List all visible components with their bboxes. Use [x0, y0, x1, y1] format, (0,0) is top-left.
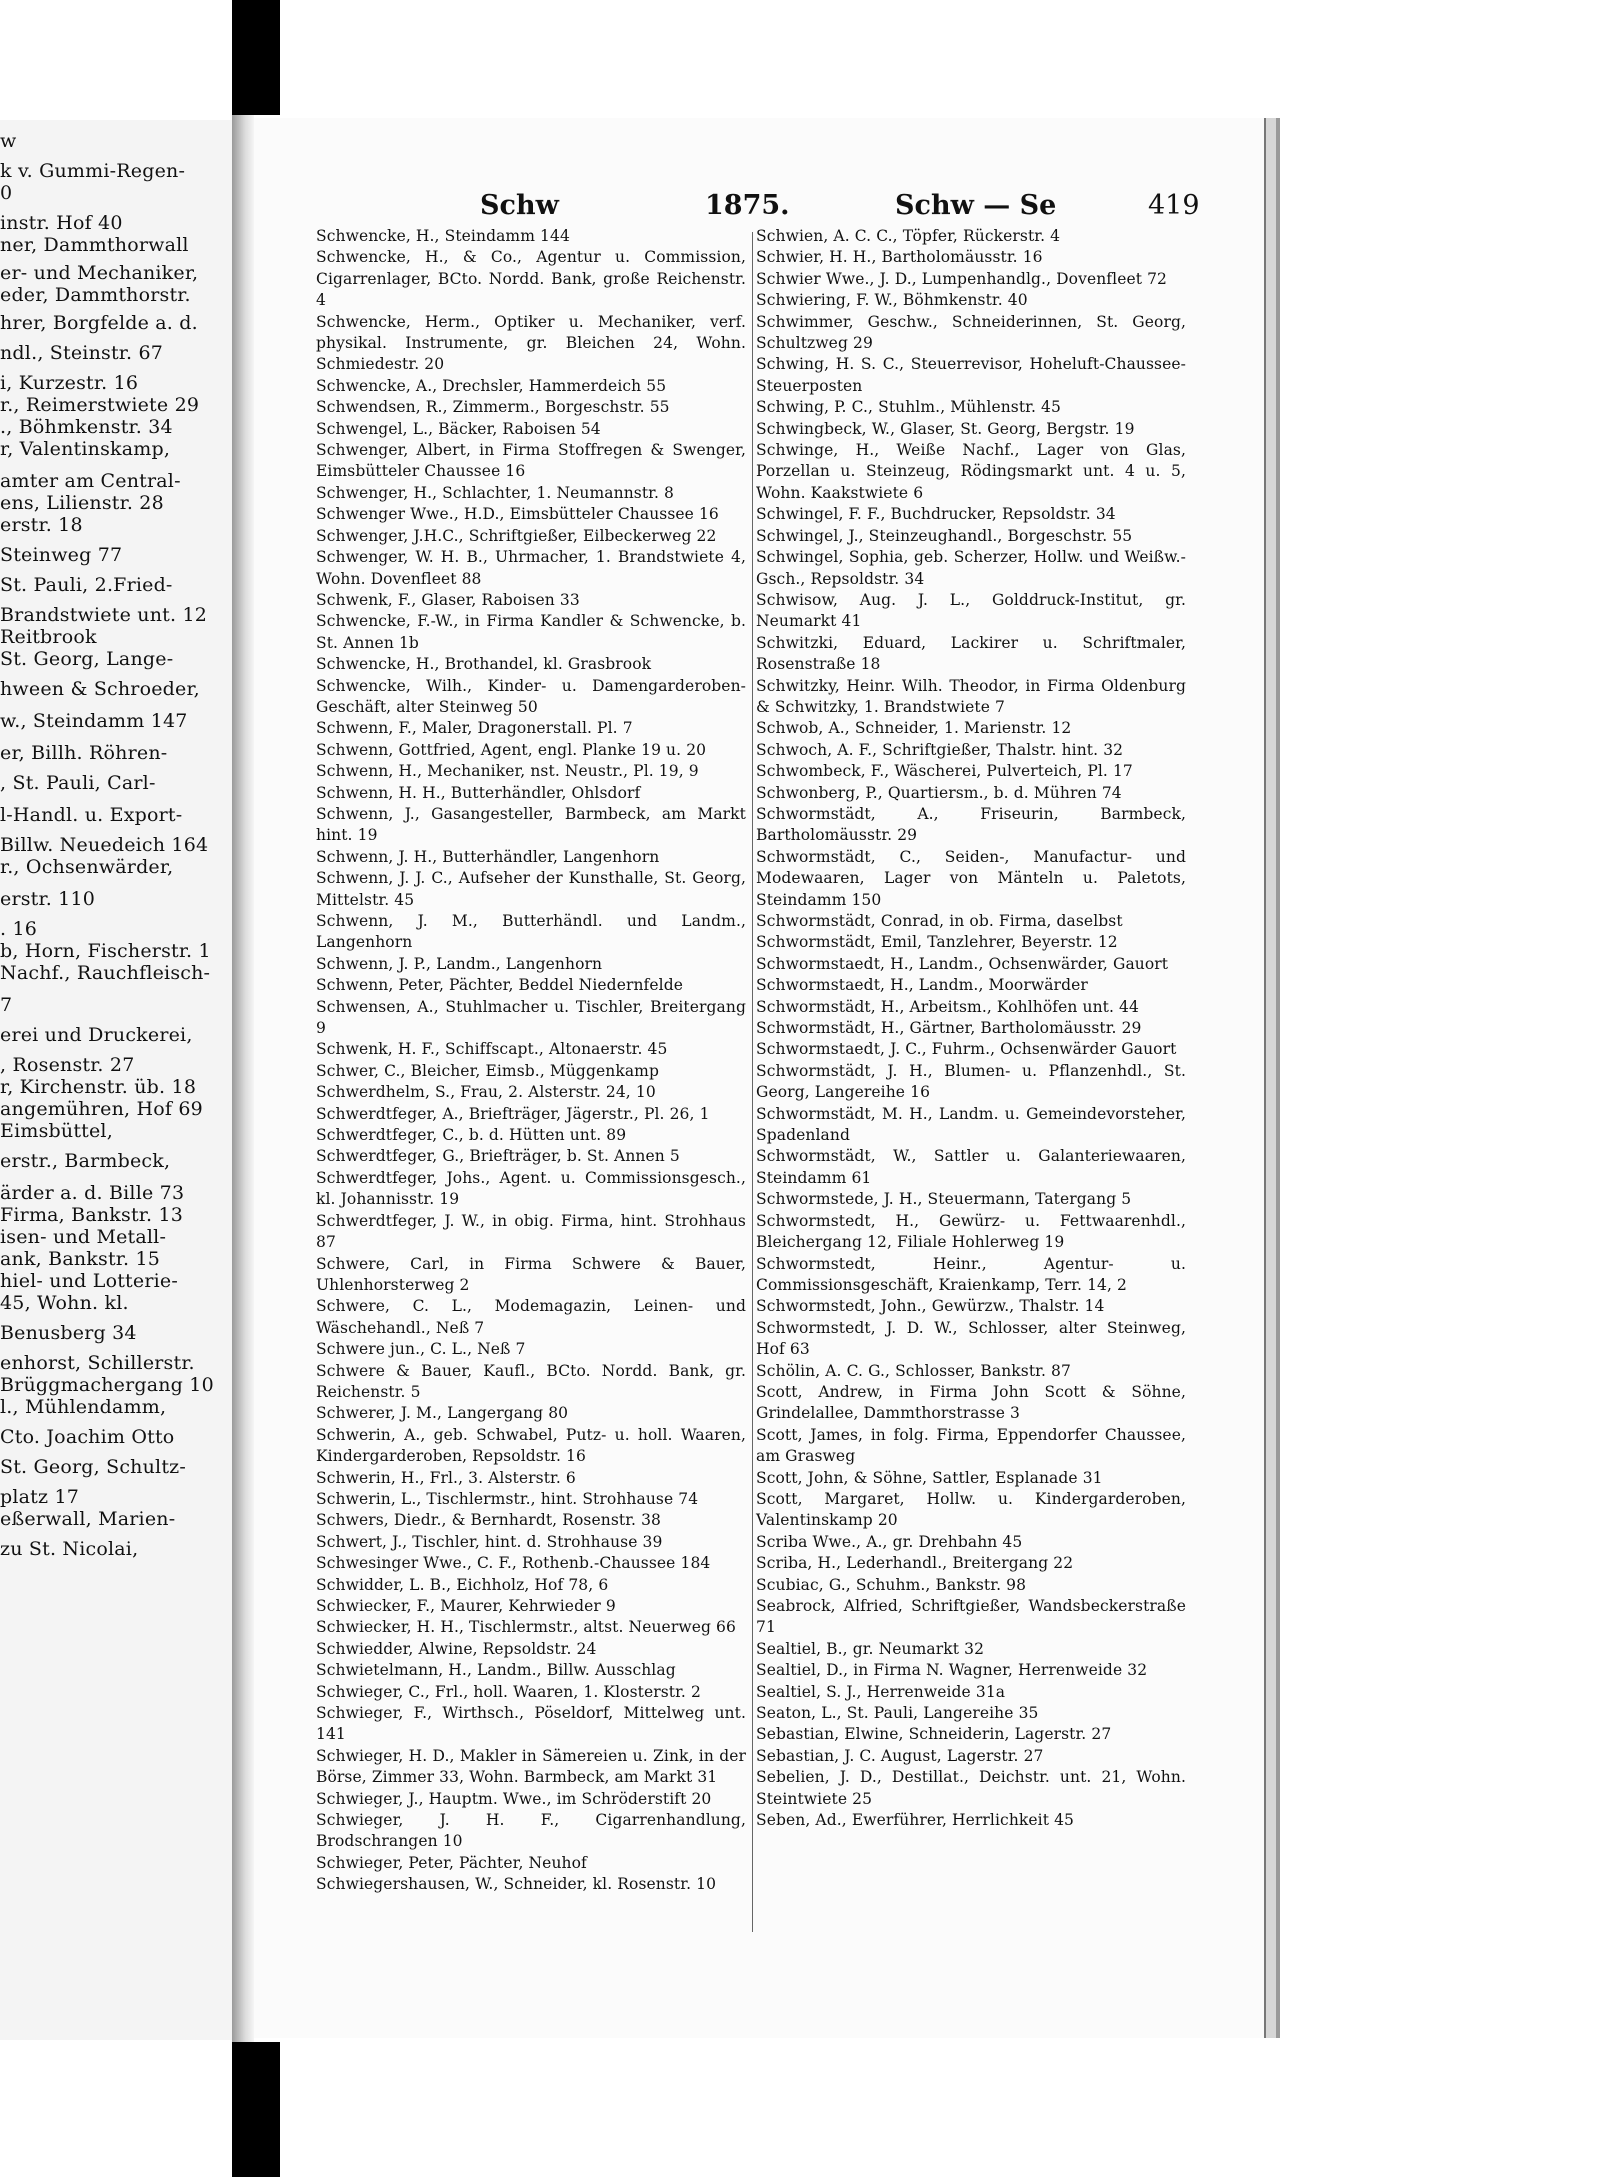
directory-entry: Schwingel, J., Steinzeughandl., Borgeschstr. 55 — [756, 526, 1133, 545]
left-page-line: Steinweg 77 — [0, 544, 123, 566]
directory-entry: Schwiering, F. W., Böhmkenstr. 40 — [756, 291, 1028, 310]
left-page-line: erstr., Barmbeck, — [0, 1150, 171, 1172]
left-page-line: r, Kirchenstr. üb. 18 — [0, 1076, 197, 1098]
left-page-fragment — [0, 120, 232, 2040]
left-page-line: hrer, Borgfelde a. d. — [0, 312, 198, 334]
directory-entry: Schwere, C. L., Modemagazin, Leinen- und Wäschehandl., Neß 7 — [316, 1297, 746, 1337]
directory-entry: Schwiecker, H. H., Tischlermstr., altst. Neuerweg 66 — [316, 1618, 736, 1637]
directory-entry: Seaton, L., St. Pauli, Langereihe 35 — [756, 1704, 1039, 1723]
directory-entry: Schwing, H. S. C., Steuerrevisor, Hoheluft-Chaussee-Steuerposten — [756, 355, 1186, 395]
left-page-line: Firma, Bankstr. 13 — [0, 1204, 184, 1226]
directory-entry: Schwerin, A., geb. Schwabel, Putz- u. holl. Waaren, Kindergarderoben, Repsoldstr. 16 — [316, 1425, 746, 1466]
directory-entry: Schwormstädt, J. H., Blumen- u. Pflanzenhdl., St. Georg, Langereihe 16 — [756, 1061, 1186, 1102]
directory-entry: Schwert, J., Tischler, hint. d. Strohhause 39 — [316, 1532, 663, 1551]
left-page-line: hiel- und Lotterie- — [0, 1270, 178, 1292]
directory-entry: Schwerin, L., Tischlermstr., hint. Strohhause 74 — [316, 1489, 699, 1508]
directory-entry: Schwimmer, Geschw., Schneiderinnen, St. Georg, Schultzweg 29 — [756, 312, 1186, 353]
directory-entry: Schwenn, J. J. C., Aufseher der Kunsthalle, St. Georg, Mittelstr. 45 — [316, 869, 746, 909]
directory-entry: Schwencke, A., Drechsler, Hammerdeich 55 — [316, 376, 667, 395]
directory-column-2 — [756, 226, 1186, 1831]
directory-entry: Schwerdtfeger, J. W., in obig. Firma, hint. Strohhaus 87 — [316, 1211, 746, 1252]
directory-entry: Schwencke, Wilh., Kinder- u. Damengarderoben-Geschäft, alter Steinweg 50 — [316, 676, 746, 716]
directory-entry: Schwormstedt, John., Gewürzw., Thalstr. 14 — [756, 1297, 1105, 1316]
left-page-line: 45, Wohn. kl. — [0, 1292, 129, 1314]
directory-entry: Schwencke, Herm., Optiker u. Mechaniker, verf. physikal. Instrumente, gr. Bleichen 24, Wohn. Schmiedestr. 20 — [316, 312, 746, 374]
left-page-line: Billw. Neuedeich 164 — [0, 834, 209, 856]
directory-entry: Schwenn, J. P., Landm., Langenhorn — [316, 954, 603, 973]
left-page-line: er- und Mechaniker, — [0, 262, 199, 284]
scan-black-bar-bottom — [232, 2042, 280, 2177]
running-head-right: Schw — Se — [895, 190, 1057, 221]
left-page-line: eßerwall, Marien- — [0, 1508, 176, 1530]
directory-entry: Schwerin, H., Frl., 3. Alsterstr. 6 — [316, 1468, 576, 1487]
left-page-line: St. Pauli, 2.Fried- — [0, 574, 173, 596]
directory-entry: Schwencke, H., & Co., Agentur u. Commission, Cigarrenlager, BCto. Nordd. Bank, große Reichenstr. 4 — [316, 248, 746, 310]
directory-entry: Schwormstaedt, J. C., Fuhrm., Ochsenwärder Gauort — [756, 1040, 1177, 1059]
left-page-line: instr. Hof 40 — [0, 212, 123, 234]
left-page-line: w., Steindamm 147 — [0, 710, 188, 732]
left-page-line: w — [0, 130, 17, 152]
directory-entry: Schwieger, Peter, Pächter, Neuhof — [316, 1853, 587, 1872]
directory-entry: Schwormstädt, Conrad, in ob. Firma, daselbst — [756, 912, 1123, 930]
left-page-line: ärder a. d. Bille 73 — [0, 1182, 185, 1204]
directory-entry: Schwombeck, F., Wäscherei, Pulverteich, Pl. 17 — [756, 762, 1133, 781]
directory-entry: Schwere & Bauer, Kaufl., BCto. Nordd. Bank, gr. Reichenstr. 5 — [316, 1361, 746, 1401]
directory-entry: Sebastian, Elwine, Schneiderin, Lagerstr. 27 — [756, 1725, 1112, 1744]
left-page-line: r., Ochsenwärder, — [0, 856, 174, 878]
directory-entry: Schwormstädt, Emil, Tanzlehrer, Beyerstr. 12 — [756, 933, 1118, 952]
left-page-line: l-Handl. u. Export- — [0, 804, 183, 826]
directory-entry: Schwormstädt, M. H., Landm. u. Gemeindevorsteher, Spadenland — [756, 1104, 1186, 1145]
left-page-line: Eimsbüttel, — [0, 1120, 113, 1142]
directory-entry: Schwingbeck, W., Glaser, St. Georg, Bergstr. 19 — [756, 419, 1135, 438]
directory-entry: Schwieger, C., Frl., holl. Waaren, 1. Klosterstr. 2 — [316, 1682, 701, 1701]
left-page-line: isen- und Metall- — [0, 1226, 167, 1248]
left-page-line: Benusberg 34 — [0, 1322, 137, 1344]
directory-entry: Schwenn, H., Mechaniker, nst. Neustr., Pl. 19, 9 — [316, 762, 699, 781]
directory-entry: Schwerdtfeger, C., b. d. Hütten unt. 89 — [316, 1126, 627, 1145]
directory-entry: Schwendsen, R., Zimmerm., Borgeschstr. 55 — [316, 398, 670, 417]
directory-entry: Schwieger, J. H. F., Cigarrenhandlung, Brodschrangen 10 — [316, 1811, 746, 1851]
left-page-line: b, Horn, Fischerstr. 1 — [0, 940, 211, 962]
directory-entry: Schwormstädt, W., Sattler u. Galanteriewaaren, Steindamm 61 — [756, 1147, 1186, 1187]
directory-entry: Schwenn, F., Maler, Dragonerstall. Pl. 7 — [316, 719, 633, 738]
directory-entry: Schwere jun., C. L., Neß 7 — [316, 1340, 526, 1359]
directory-entry: Schwing, P. C., Stuhlm., Mühlenstr. 45 — [756, 398, 1061, 417]
directory-entry: Schwencke, H., Steindamm 144 — [316, 227, 570, 245]
directory-entry: Schwormstedt, Heinr., Agentur- u. Commissionsgeschäft, Kraienkamp, Terr. 14, 2 — [756, 1254, 1186, 1294]
directory-entry: Schwormstädt, H., Arbeitsm., Kohlhöfen unt. 44 — [756, 997, 1139, 1016]
directory-entry: Schwingel, Sophia, geb. Scherzer, Hollw. und Weißw.-Gsch., Repsoldstr. 34 — [756, 548, 1186, 588]
directory-entry: Schwier, H. H., Bartholomäusstr. 16 — [756, 248, 1043, 267]
directory-entry: Schwitzki, Eduard, Lackirer u. Schriftmaler, Rosenstraße 18 — [756, 633, 1186, 674]
directory-entry: Scott, John, & Söhne, Sattler, Esplanade 31 — [756, 1468, 1103, 1487]
directory-entry: Schwerdhelm, S., Frau, 2. Alsterstr. 24, 10 — [316, 1083, 656, 1102]
directory-entry: Seben, Ad., Ewerführer, Herrlichkeit 45 — [756, 1811, 1075, 1830]
left-page-line: k v. Gummi-Regen- — [0, 160, 186, 182]
directory-entry: Schwormstädt, A., Friseurin, Barmbeck, Bartholomäusstr. 29 — [756, 804, 1186, 845]
directory-entry: Schwenn, J. H., Butterhändler, Langenhorn — [316, 847, 660, 866]
directory-entry: Schwier Wwe., J. D., Lumpenhandlg., Dovenfleet 72 — [756, 269, 1168, 288]
directory-entry: Schwere, Carl, in Firma Schwere & Bauer, Uhlenhorsterweg 2 — [316, 1254, 746, 1294]
directory-entry: Schwiedder, Alwine, Repsoldstr. 24 — [316, 1639, 597, 1658]
directory-entry: Scott, James, in folg. Firma, Eppendorfer Chaussee, am Grasweg — [756, 1425, 1186, 1466]
directory-entry: Sebastian, J. C. August, Lagerstr. 27 — [756, 1746, 1044, 1765]
left-page-line: ndl., Steinstr. 67 — [0, 342, 164, 364]
left-page-line: , Rosenstr. 27 — [0, 1054, 135, 1076]
directory-entry: Schwormstedt, J. D. W., Schlosser, alter Steinweg, Hof 63 — [756, 1318, 1186, 1359]
directory-entry: Schölin, A. C. G., Schlosser, Bankstr. 87 — [756, 1361, 1071, 1380]
column-divider — [752, 232, 753, 1932]
left-page-line: 7 — [0, 994, 13, 1016]
directory-entry: Schwencke, F.-W., in Firma Kandler & Schwencke, b. St. Annen 1b — [316, 612, 746, 652]
directory-entry: Schwerdtfeger, G., Briefträger, b. St. Annen 5 — [316, 1147, 680, 1166]
left-page-line: ank, Bankstr. 15 — [0, 1248, 161, 1270]
left-page-line: . 16 — [0, 918, 38, 940]
directory-entry: Schwenk, H. F., Schiffscapt., Altonaerstr. 45 — [316, 1040, 668, 1059]
directory-entry: Scott, Andrew, in Firma John Scott & Söhne, Grindelallee, Dammthorstrasse 3 — [756, 1382, 1186, 1423]
left-page-line: erstr. 110 — [0, 888, 96, 910]
left-page-line: erei und Druckerei, — [0, 1024, 193, 1046]
directory-entry: Schwien, A. C. C., Töpfer, Rückerstr. 4 — [756, 227, 1061, 245]
directory-entry: Schwensen, A., Stuhlmacher u. Tischler, Breitergang 9 — [316, 997, 746, 1038]
directory-entry: Schwormstädt, H., Gärtner, Bartholomäusstr. 29 — [756, 1019, 1142, 1038]
directory-entry: Schwenn, H. H., Butterhändler, Ohlsdorf — [316, 783, 641, 802]
directory-entry: Schwenger, W. H. B., Uhrmacher, 1. Brandstwiete 4, Wohn. Dovenfleet 88 — [316, 548, 746, 588]
directory-entry: Sealtiel, D., in Firma N. Wagner, Herrenweide 32 — [756, 1661, 1148, 1680]
directory-entry: Schwieger, F., Wirthsch., Pöseldorf, Mittelweg unt. 141 — [316, 1704, 746, 1744]
running-head-year: 1875. — [705, 190, 790, 221]
left-page-line: St. Georg, Lange- — [0, 648, 174, 670]
left-page-line: erstr. 18 — [0, 514, 83, 536]
directory-entry: Schwenn, J. M., Butterhändl. und Landm., Langenhorn — [316, 912, 746, 952]
directory-entry: Schwidder, L. B., Eichholz, Hof 78, 6 — [316, 1575, 609, 1594]
directory-entry: Schwenger, J.H.C., Schriftgießer, Eilbeckerweg 22 — [316, 526, 717, 545]
directory-entry: Schwesinger Wwe., C. F., Rothenb.-Chaussee 184 — [316, 1554, 711, 1573]
directory-entry: Schwenk, F., Glaser, Raboisen 33 — [316, 590, 580, 609]
left-page-line: Brüggmachergang 10 — [0, 1374, 214, 1396]
directory-entry: Sealtiel, S. J., Herrenweide 31a — [756, 1682, 1006, 1701]
directory-entry: Schwitzky, Heinr. Wilh. Theodor, in Firma Oldenburg & Schwitzky, 1. Brandstwiete 7 — [756, 676, 1186, 716]
left-page-line: angemühren, Hof 69 — [0, 1098, 203, 1120]
directory-entry: Schwenger, Albert, in Firma Stoffregen & Swenger, Eimsbütteler Chaussee 16 — [316, 441, 746, 481]
directory-entry: Seabrock, Alfried, Schriftgießer, Wandsbeckerstraße 71 — [756, 1597, 1186, 1637]
left-page-line: Reitbrook — [0, 626, 97, 648]
directory-entry: Schwob, A., Schneider, 1. Marienstr. 12 — [756, 719, 1072, 738]
directory-entry: Schwencke, H., Brothandel, kl. Grasbrook — [316, 655, 652, 674]
directory-entry: Schwieger, J., Hauptm. Wwe., im Schröderstift 20 — [316, 1789, 712, 1808]
directory-entry: Schwenn, J., Gasangesteller, Barmbeck, am Markt hint. 19 — [316, 804, 746, 845]
directory-entry: Schwonberg, P., Quartiersm., b. d. Mühren 74 — [756, 783, 1122, 802]
left-page-line: amter am Central- — [0, 470, 181, 492]
left-page-line: i, Kurzestr. 16 — [0, 372, 139, 394]
directory-entry: Schwoch, A. F., Schriftgießer, Thalstr. hint. 32 — [756, 740, 1124, 759]
directory-entry: Sebelien, J. D., Destillat., Deichstr. unt. 21, Wohn. Steintwiete 25 — [756, 1768, 1186, 1808]
directory-entry: Schwinge, H., Weiße Nachf., Lager von Glas, Porzellan u. Steinzeug, Rödingsmarkt unt. 4 u. 5, Wohn. Kaakstwiete 6 — [756, 441, 1186, 502]
directory-entry: Schwisow, Aug. J. L., Golddruck-Institut, gr. Neumarkt 41 — [756, 590, 1186, 631]
running-head-left: Schw — [480, 190, 559, 221]
left-page-line: er, Billh. Röhren- — [0, 742, 168, 764]
left-page-line: Brandstwiete unt. 12 — [0, 604, 208, 626]
directory-entry: Schwenger, H., Schlachter, 1. Neumannstr. 8 — [316, 483, 675, 502]
left-page-line: ., Böhmkenstr. 34 — [0, 416, 173, 438]
directory-entry: Schwerdtfeger, A., Briefträger, Jägerstr., Pl. 26, 1 — [316, 1104, 710, 1123]
left-page-line: zu St. Nicolai, — [0, 1538, 139, 1560]
left-page-line: ner, Dammthorwall — [0, 234, 189, 256]
left-page-line: St. Georg, Schultz- — [0, 1456, 186, 1478]
running-head — [480, 190, 1200, 226]
left-page-line: hween & Schroeder, — [0, 678, 200, 700]
directory-entry: Schwenn, Peter, Pächter, Beddel Niedernfelde — [316, 976, 684, 995]
directory-entry: Schwormstedt, H., Gewürz- u. Fettwaarenhdl., Bleichergang 12, Filiale Hohlerweg 19 — [756, 1211, 1186, 1252]
directory-entry: Schwenn, Gottfried, Agent, engl. Planke 19 u. 20 — [316, 740, 707, 759]
directory-entry: Schwengel, L., Bäcker, Raboisen 54 — [316, 419, 601, 438]
directory-entry: Schwormstaedt, H., Landm., Ochsenwärder, Gauort — [756, 954, 1169, 973]
page-number: 419 — [1148, 190, 1200, 221]
directory-entry: Schwietelmann, H., Landm., Billw. Ausschlag — [316, 1661, 676, 1680]
directory-entry: Schwormstädt, C., Seiden-, Manufactur- und Modewaaren, Lager von Mänteln u. Paletots, Steindamm 150 — [756, 847, 1186, 909]
left-page-line: ens, Lilienstr. 28 — [0, 492, 164, 514]
left-page-line: eder, Dammthorstr. — [0, 284, 191, 306]
left-page-line: r., Reimerstwiete 29 — [0, 394, 200, 416]
left-page-line: platz 17 — [0, 1486, 80, 1508]
directory-entry: Scriba Wwe., A., gr. Drehbahn 45 — [756, 1532, 1023, 1551]
directory-entry: Schwer, C., Bleicher, Eimsb., Müggenkamp — [316, 1061, 659, 1080]
directory-entry: Schwiecker, F., Maurer, Kehrwieder 9 — [316, 1597, 616, 1615]
directory-entry: Scriba, H., Lederhandl., Breitergang 22 — [756, 1554, 1074, 1573]
left-page-line: 0 — [0, 182, 13, 204]
directory-entry: Schwingel, F. F., Buchdrucker, Repsoldstr. 34 — [756, 505, 1116, 524]
left-page-line: Cto. Joachim Otto — [0, 1426, 175, 1448]
directory-entry: Schwieger, H. D., Makler in Sämereien u. Zink, in der Börse, Zimmer 33, Wohn. Barmbeck, am Markt 31 — [316, 1746, 746, 1787]
directory-entry: Schwerer, J. M., Langergang 80 — [316, 1404, 569, 1423]
directory-entry: Sealtiel, B., gr. Neumarkt 32 — [756, 1639, 985, 1658]
directory-column-1 — [316, 226, 746, 1896]
directory-entry: Schwiegershausen, W., Schneider, kl. Rosenstr. 10 — [316, 1875, 717, 1894]
left-page-line: enhorst, Schillerstr. — [0, 1352, 195, 1374]
directory-entry: Schwenger Wwe., H.D., Eimsbütteler Chaussee 16 — [316, 505, 719, 524]
directory-entry: Schwormstede, J. H., Steuermann, Tatergang 5 — [756, 1190, 1132, 1209]
directory-entry: Schwormstaedt, H., Landm., Moorwärder — [756, 976, 1088, 995]
left-page-line: l., Mühlendamm, — [0, 1396, 167, 1418]
left-page-line: , St. Pauli, Carl- — [0, 772, 156, 794]
directory-entry: Scott, Margaret, Hollw. u. Kindergarderoben, Valentinskamp 20 — [756, 1489, 1186, 1530]
left-page-line: r, Valentinskamp, — [0, 438, 171, 460]
left-page-line: Nachf., Rauchfleisch- — [0, 962, 211, 984]
directory-entry: Schwerdtfeger, Johs., Agent. u. Commissionsgesch., kl. Johannisstr. 19 — [316, 1168, 746, 1209]
scan-black-bar-top — [232, 0, 280, 115]
book-gutter — [232, 115, 254, 2042]
directory-entry: Schwers, Diedr., & Bernhardt, Rosenstr. 38 — [316, 1511, 662, 1530]
directory-entry: Scubiac, G., Schuhm., Bankstr. 98 — [756, 1575, 1027, 1594]
